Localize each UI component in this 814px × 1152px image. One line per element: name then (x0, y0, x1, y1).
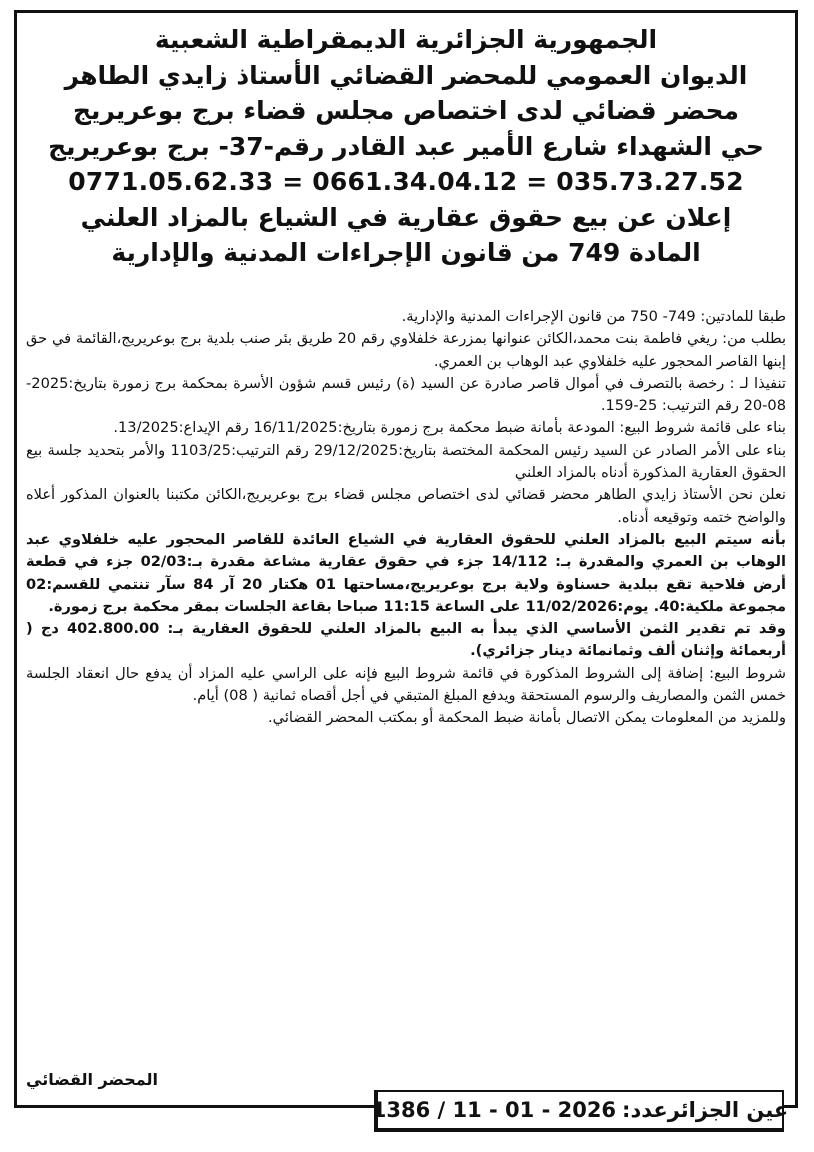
notice-header (20, 22, 792, 271)
newspaper-issue-box (371, 1090, 789, 1132)
paragraph-contact-info: وللمزيد من المعلومات يمكن الاتصال بأمانة ضبط المحكمة أو بمكتب المحضر القضائي. (268, 709, 786, 727)
paragraph-requester: بطلب من: ريغي فاطمة بنت محمد،الكائن عنوانها بمزرعة خلفلاوي رقم 20 طريق بئر صنب بلدية برج بوعريريج،القائمة في حق إبنها القاصر المحجور عليه خلفلاوي عبد الوهاب بن العمري. (26, 330, 787, 370)
paragraph-court-order: بناء على الأمر الصادر عن السيد رئيس المحكمة المختصة بتاريخ:29/12/2025 رقم الترتيب:1103/25 والأمر بتحديد جلسة بيع الحقوق العقارية المذكورة أدناه بالمزاد العلني (26, 441, 787, 482)
notice-title: إعلان عن بيع حقوق عقارية في الشياع بالمزاد العلني (80, 202, 732, 232)
header-phone-numbers: 0771.05.62.33 = 0661.34.04.12 = 035.73.27.52 (68, 167, 744, 196)
header-jurisdiction: محضر قضائي لدى اختصاص مجلس قضاء برج بوعريريج (72, 96, 740, 125)
paragraph-announcement: نعلن نحن الأستاذ زايدي الطاهر محضر قضائي لدى اختصاص مجلس قضاء برج بوعريريج،الكائن مكتبنا بالعنوان المذكور أعلاه والواضح ختمه وتوقيعه أدناه. (26, 486, 786, 526)
header-republic-name: الجمهورية الجزائرية الديمقراطية الشعبية (154, 25, 658, 54)
paragraph-legal-basis: طبقا للمادتين: 749- 750 من قانون الإجراءات المدنية والإدارية. (401, 308, 786, 325)
paragraph-base-price: وقد تم تقدير الثمن الأساسي الذي يبدأ به البيع بالمزاد العلني للحقوق العقارية بـ: 402.800.00 دج ( أربعمائة وإثنان ألف وثمانمائة دينار جزائري). (26, 620, 786, 660)
notice-body (26, 306, 786, 730)
paragraph-authorization: تنفيذا لـ : رخصة بالتصرف في أموال قاصر صادرة عن السيد (ة) رئيس قسم شؤون الأسرة بمحكمة برج زمورة بتاريخ:2025-08-20 رقم الترتيب: 25-159. (26, 374, 786, 415)
paragraph-conditions-list: بناء على قائمة شروط البيع: المودعة بأمانة ضبط محكمة برج زمورة بتاريخ:16/11/2025 رقم الإيداع:13/2025. (113, 419, 786, 437)
bailiff-signature: المحضر القضائي (26, 1070, 159, 1089)
header-address: حي الشهداء شارع الأمير عبد القادر رقم-37- برج بوعريريج (48, 131, 764, 161)
notice-legal-article: المادة 749 من قانون الإجراءات المدنية والإدارية (111, 238, 701, 267)
paragraph-sale-conditions: شروط البيع: إضافة إلى الشروط المذكورة في قائمة شروط البيع فإنه على الراسي عليه المزاد أن يدفع حال انعقاد الجلسة خمس الثمن والمصاريف والرسوم المستحقة ويدفع المبلغ المتبقي في أجل أقصاه ثمانية ( 08) أيام. (26, 664, 786, 705)
newspaper-issue-label: عين الجزائرعدد: (622, 1098, 789, 1122)
header-office-name: الديوان العمومي للمحضر القضائي الأستاذ زايدي الطاهر (64, 60, 748, 90)
newspaper-issue-number: 1386 / 11 - 01 - 2026 (371, 1098, 617, 1122)
paragraph-sale-details: بأنه سيتم البيع بالمزاد العلني للحقوق العقارية في الشياع العائدة للقاصر المحجور عليه خلفلاوي عبد الوهاب بن العمري والمقدرة بـ: 14/112 جزء في حقوق عقارية مشاعة مقدرة بـ:02/03 جزء في قطعة أرض فلاحية تقع ببلدية حسناوة ولاية برج بوعريريج،مساحتها 01 هكتار 20 آر 84 سآر تنتمي للقسم:02 مجموعة ملكية:40. يوم:11/02/2026 على الساعة 11:15 صباحا بقاعة الجلسات بمقر محكمة برج زمورة. (26, 530, 787, 615)
